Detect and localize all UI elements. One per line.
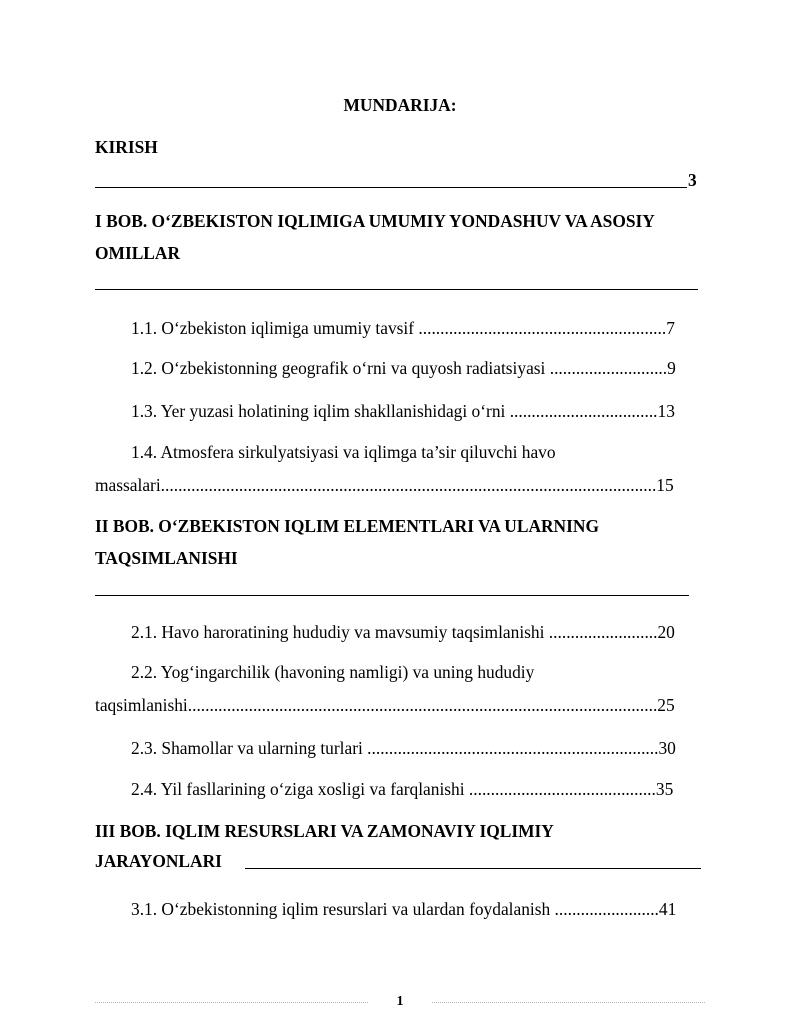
toc-entry-3-1: 3.1. O‘zbekistonning iqlim resurslari va ulardan foydalanish ........................41 xyxy=(131,899,677,919)
intro-page-number: 3 xyxy=(688,170,697,190)
footer-rule-left xyxy=(95,1002,368,1003)
toc-entry-2-2-continuation: taqsimlanishi............................................................................................................25 xyxy=(95,695,675,715)
chapter-3-heading-line2: JARAYONLARI xyxy=(95,851,222,871)
chapter-1-heading-line1: I BOB. O‘ZBEKISTON IQLIMIGA UMUMIY YONDASHUV VA ASOSIY xyxy=(95,211,655,231)
footer-rule-right xyxy=(432,1002,705,1003)
toc-entry-2-1: 2.1. Havo haroratining hududiy va mavsumiy taqsimlanishi .........................20 xyxy=(131,622,675,642)
intro-rule xyxy=(95,187,687,188)
toc-entry-2-2: 2.2. Yog‘ingarchilik (havoning namligi) va uning hududiy xyxy=(131,662,535,682)
toc-entry-1-1: 1.1. O‘zbekiston iqlimiga umumiy tavsif .........................................................7 xyxy=(131,318,675,338)
intro-label: KIRISH xyxy=(95,137,158,157)
chapter-2-heading-line1: II BOB. O‘ZBEKISTON IQLIM ELEMENTLARI VA ULARNING xyxy=(95,516,599,536)
chapter-3-heading-line1: III BOB. IQLIM RESURSLARI VA ZAMONAVIY IQLIMIY xyxy=(95,821,554,841)
chapter-1-rule xyxy=(95,289,698,290)
chapter-2-heading-line2: TAQSIMLANISHI xyxy=(95,548,238,568)
toc-entry-2-3: 2.3. Shamollar va ularning turlari ...................................................................30 xyxy=(131,738,676,758)
toc-entry-2-4: 2.4. Yil fasllarining o‘ziga xosligi va farqlanishi ...........................................35 xyxy=(131,779,674,799)
toc-entry-1-4-continuation: massalari..................................................................................................................15 xyxy=(95,475,674,495)
toc-entry-1-4: 1.4. Atmosfera sirkulyatsiyasi va iqlimga ta’sir qiluvchi havo xyxy=(131,442,556,462)
chapter-2-rule xyxy=(95,595,689,596)
toc-entry-1-3: 1.3. Yer yuzasi holatining iqlim shakllanishidagi o‘rni ..................................13 xyxy=(131,401,675,421)
page-number: 1 xyxy=(396,994,404,1009)
chapter-1-heading-line2: OMILLAR xyxy=(95,243,181,263)
chapter-3-rule xyxy=(245,868,701,869)
toc-title: MUNDARIJA: xyxy=(343,95,457,115)
toc-entry-1-2: 1.2. O‘zbekistonning geografik o‘rni va quyosh radiatsiyasi ...........................9 xyxy=(131,358,676,378)
